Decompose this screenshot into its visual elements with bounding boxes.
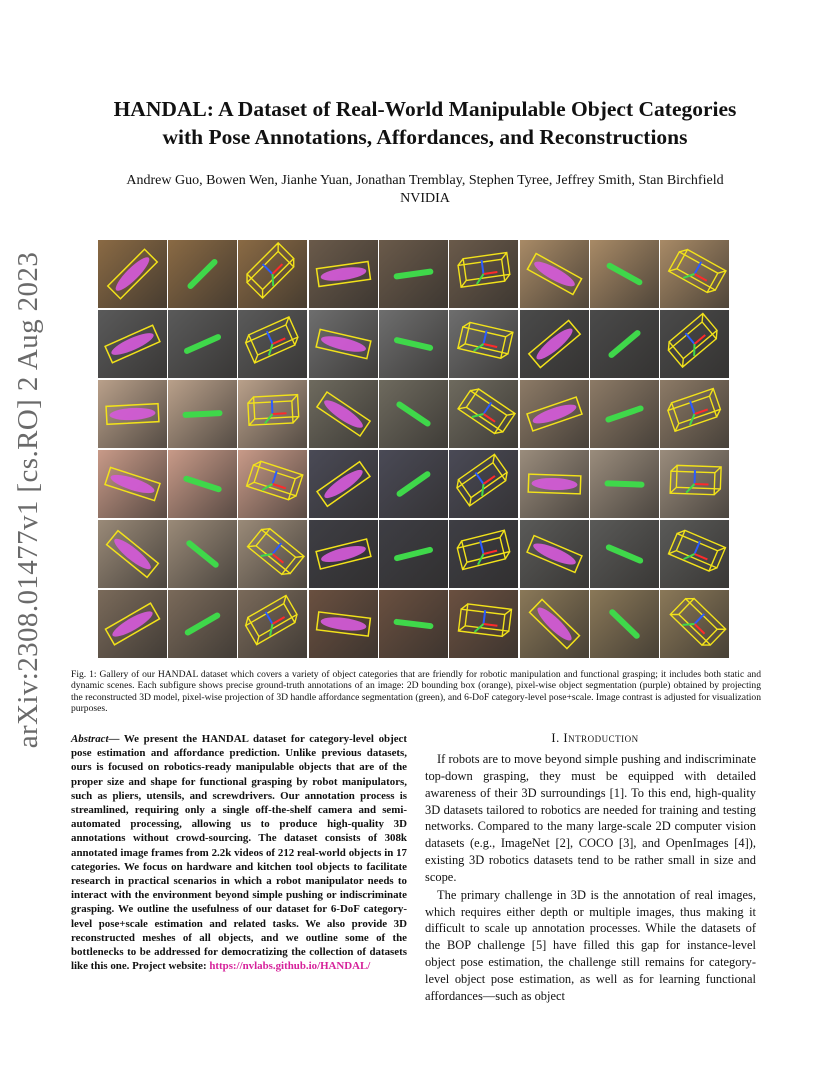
annotation-overlay xyxy=(309,380,378,448)
annotation-overlay xyxy=(520,450,589,518)
annotation-overlay xyxy=(449,240,518,308)
annotation-overlay xyxy=(520,240,589,308)
gallery-tile xyxy=(98,380,167,448)
annotation-overlay xyxy=(660,380,729,448)
annotation-overlay xyxy=(238,450,307,518)
segmentation-mask xyxy=(531,477,577,491)
gallery-tile xyxy=(238,520,307,588)
annotation-overlay xyxy=(590,380,659,448)
gallery-tile xyxy=(238,240,307,308)
annotation-overlay xyxy=(520,380,589,448)
affordance-mask xyxy=(395,470,431,498)
pose-axis xyxy=(695,335,706,344)
pose-box-3d xyxy=(243,595,300,644)
gallery-tile xyxy=(98,590,167,658)
pose-axis xyxy=(273,554,284,563)
affiliation: NVIDIA xyxy=(400,191,450,206)
segmentation-mask xyxy=(320,615,367,633)
pose-axis xyxy=(484,344,498,347)
annotation-overlay xyxy=(590,520,659,588)
section-heading: I. Introduction xyxy=(551,731,639,745)
pose-box-3d xyxy=(248,525,304,578)
gallery-tile xyxy=(660,380,729,448)
gallery-tile xyxy=(309,450,378,518)
affordance-mask xyxy=(393,337,433,352)
annotation-overlay xyxy=(168,520,237,588)
gallery-tile xyxy=(590,380,659,448)
annotation-overlay xyxy=(309,310,378,378)
gallery-tile xyxy=(449,310,518,378)
annotation-overlay xyxy=(449,310,518,378)
annotation-overlay xyxy=(660,450,729,518)
annotation-overlay xyxy=(309,520,378,588)
abstract-lead: Abstract xyxy=(71,733,109,745)
gallery-tile xyxy=(590,590,659,658)
gallery-tile xyxy=(449,380,518,448)
affordance-mask xyxy=(183,333,222,355)
gallery-tile xyxy=(449,590,518,658)
gallery-tile xyxy=(660,590,729,658)
annotation-overlay xyxy=(449,450,518,518)
pose-axis xyxy=(273,264,283,274)
gallery-tile xyxy=(379,520,448,588)
gallery-tile xyxy=(520,590,589,658)
affordance-mask xyxy=(185,539,220,569)
gallery-tile xyxy=(379,590,448,658)
annotation-overlay xyxy=(168,380,237,448)
affordance-mask xyxy=(395,400,432,427)
gallery-tile xyxy=(660,240,729,308)
segmentation-mask xyxy=(112,253,153,294)
segmentation-mask xyxy=(320,333,368,355)
annotation-overlay xyxy=(379,590,448,658)
pose-box-3d xyxy=(247,459,303,501)
annotation-overlay xyxy=(168,240,237,308)
annotation-overlay xyxy=(590,590,659,658)
paper-title xyxy=(60,95,790,151)
annotation-overlay xyxy=(379,310,448,378)
annotation-overlay xyxy=(379,520,448,588)
pose-box-3d xyxy=(670,465,721,495)
annotation-overlay xyxy=(520,590,589,658)
gallery-tile xyxy=(520,310,589,378)
gallery-tile xyxy=(590,520,659,588)
gallery-tile xyxy=(168,590,237,658)
gallery-tile xyxy=(168,450,237,518)
segmentation-mask xyxy=(534,604,575,645)
annotation-overlay xyxy=(98,590,167,658)
annotation-overlay xyxy=(98,310,167,378)
annotation-overlay xyxy=(168,450,237,518)
affordance-mask xyxy=(182,410,222,418)
pose-axis xyxy=(695,624,705,634)
affordance-mask xyxy=(606,262,644,287)
affordance-mask xyxy=(605,405,645,424)
affordance-mask xyxy=(608,608,641,640)
gallery-tile xyxy=(660,450,729,518)
pose-axis xyxy=(484,551,498,554)
intro-paragraph-2: The primary challenge in 3D is the annotation of real images, which requires either depth or multiple images, thus making it difficult to scale up annotation processes. While the datasets of the BOP challenge [5] have filled this gap for instance-level object pose estimation, the challenge still remains for category-level object pose estimation, as well as for learning functional affordances—such as object xyxy=(425,887,756,1003)
affordance-mask xyxy=(186,258,219,291)
annotation-overlay xyxy=(379,240,448,308)
gallery-tile xyxy=(238,380,307,448)
intro-paragraph-1: If robots are to move beyond simple pushing and indiscriminate top-down grasping, they must be equipped with detailed awareness of their 3D surroundings [1]. To this end, high-quality 3D datasets tailored to robotics are needed for training and testing networks. Compared to the many large-scale 2D computer vision datasets (e.g., ImageNet [2], COCO [3], and OpenImages [4]), existing 3D robotics datasets tend to be rather small in size and scope. xyxy=(425,752,756,884)
annotation-overlay xyxy=(238,310,307,378)
gallery-tile xyxy=(168,520,237,588)
annotation-overlay xyxy=(660,310,729,378)
pose-axis xyxy=(475,473,483,484)
arxiv-side-label: arXiv:2308.01477v1 [cs.RO] 2 Aug 2023 xyxy=(12,251,44,749)
annotation-overlay xyxy=(168,590,237,658)
annotation-overlay xyxy=(449,380,518,448)
gallery-tile xyxy=(520,380,589,448)
pose-box-3d xyxy=(456,530,511,569)
segmentation-mask xyxy=(320,543,368,566)
pose-box-3d xyxy=(458,386,515,437)
affordance-mask xyxy=(393,546,433,561)
gallery-tile xyxy=(449,450,518,518)
title-line-1: HANDAL: A Dataset of Real-World Manipulable Object Categories xyxy=(113,97,737,121)
segmentation-mask xyxy=(531,258,577,291)
gallery-tile xyxy=(309,310,378,378)
annotation-overlay xyxy=(590,310,659,378)
pose-box-3d xyxy=(457,253,510,288)
annotation-overlay xyxy=(98,450,167,518)
annotation-overlay xyxy=(98,240,167,308)
annotation-overlay xyxy=(520,310,589,378)
annotation-overlay xyxy=(238,380,307,448)
gallery-tile xyxy=(238,590,307,658)
gallery-tile xyxy=(590,310,659,378)
affordance-mask xyxy=(183,475,223,493)
gallery-tile xyxy=(379,240,448,308)
gallery-tile xyxy=(238,310,307,378)
gallery-tile xyxy=(168,380,237,448)
pose-axis xyxy=(695,541,700,554)
annotation-overlay xyxy=(660,590,729,658)
pose-axis xyxy=(484,272,498,274)
pose-axis xyxy=(272,400,273,414)
segmentation-mask xyxy=(110,607,156,640)
annotation-overlay xyxy=(309,240,378,308)
annotation-overlay xyxy=(309,590,378,658)
annotation-overlay xyxy=(309,450,378,518)
gallery-tile xyxy=(309,520,378,588)
project-website-link[interactable]: https://nvlabs.github.io/HANDAL/ xyxy=(209,960,371,973)
gallery-tile xyxy=(590,450,659,518)
annotation-overlay xyxy=(98,520,167,588)
annotation-overlay xyxy=(379,450,448,518)
gallery-tile xyxy=(520,520,589,588)
pose-axis xyxy=(267,331,273,344)
pose-axis xyxy=(263,264,273,274)
gallery-tile xyxy=(98,450,167,518)
annotation-overlay xyxy=(98,380,167,448)
pose-axis xyxy=(695,262,702,274)
gallery-tile xyxy=(168,310,237,378)
annotation-overlay xyxy=(660,520,729,588)
gallery-tile xyxy=(98,240,167,308)
annotation-overlay xyxy=(449,590,518,658)
annotation-overlay xyxy=(449,520,518,588)
author-list: Andrew Guo, Bowen Wen, Jianhe Yuan, Jonathan Tremblay, Stephen Tyree, Jeffrey Smith, Stan Birchfield xyxy=(126,173,724,188)
gallery-tile xyxy=(238,450,307,518)
pose-axis xyxy=(484,402,492,414)
gallery-tile xyxy=(660,520,729,588)
gallery-tile xyxy=(168,240,237,308)
abstract xyxy=(71,732,407,973)
annotation-overlay xyxy=(238,520,307,588)
annotation-overlay xyxy=(379,380,448,448)
annotation-overlay xyxy=(660,240,729,308)
affordance-mask xyxy=(184,611,222,636)
annotation-overlay xyxy=(590,240,659,308)
gallery-tile xyxy=(520,450,589,518)
gallery-tile xyxy=(449,240,518,308)
gallery-tile xyxy=(590,240,659,308)
gallery-tile xyxy=(379,450,448,518)
pose-box-3d xyxy=(458,603,511,637)
annotation-overlay xyxy=(238,590,307,658)
figure-gallery xyxy=(98,240,732,660)
affordance-mask xyxy=(393,619,433,630)
annotation-overlay xyxy=(520,520,589,588)
pose-axis xyxy=(484,624,498,626)
affordance-mask xyxy=(604,480,644,487)
affordance-mask xyxy=(607,329,641,359)
gallery-tile xyxy=(449,520,518,588)
gallery-tile xyxy=(98,520,167,588)
title-line-2: with Pose Annotations, Affordances, and Reconstructions xyxy=(162,125,688,149)
gallery-tile xyxy=(660,310,729,378)
gallery-tile xyxy=(309,240,378,308)
pose-axis xyxy=(273,484,286,488)
affordance-mask xyxy=(393,268,433,280)
segmentation-mask xyxy=(109,407,156,421)
gallery-tile xyxy=(98,310,167,378)
abstract-body: — We present the HANDAL dataset for category-level object pose estimation and affordance prediction. Unlike previous datasets, ours is focused on robotics-ready manipulable objects that are of the proper size and shape for functional grasping by robot manipulators, such as pliers, utensils, and screwdrivers. Our annotation process is streamlined, requiring only a single off-the-shelf camera and semi-automated processing, allowing us to produce high-quality 3D annotations without crowd-sourcing. The dataset consists of 308k annotated image frames from 2.2k videos of 212 real-world objects in 17 categories. We focus on hardware and kitchen tool objects to facilitate research in practical scenarios in which a robot manipulator needs to interact with the environment beyond simple pushing or indiscriminate grasping. We outline the usefulness of our dataset for 6-DoF category-level pose+scale estimation and related tasks. We also provide 3D reconstructed meshes of all objects, and we outline some of the bottlenecks to be addressed for democratizing the collection of datasets like this one. Project website: xyxy=(71,733,407,973)
pose-axis xyxy=(695,409,708,414)
gallery-tile xyxy=(520,240,589,308)
annotation-overlay xyxy=(238,240,307,308)
pose-axis xyxy=(695,614,705,624)
annotation-overlay xyxy=(168,310,237,378)
figure-caption: Fig. 1: Gallery of our HANDAL dataset which covers a variety of object categories that are friendly for robotic manipulation and functional grasping; it includes both static and dynamic scenes. Each subfigure shows precise ground-truth annotations of an image: 2D bounding box (orange), pixel-wise object segmentation (purple) obtained by projecting the reconstructed 3D model, pixel-wise projection of 3D handle affordance segmentation (green), and 6-DoF category-level pose+scale. Image contrast is adjusted for visualization purposes. xyxy=(71,669,761,714)
introduction-text xyxy=(425,751,756,1005)
gallery-tile xyxy=(379,380,448,448)
pose-axis xyxy=(273,413,287,414)
pose-axis xyxy=(273,543,282,554)
gallery-tile xyxy=(309,380,378,448)
pose-axis xyxy=(686,333,695,344)
pose-axis xyxy=(266,612,273,624)
pose-box-3d xyxy=(248,395,299,426)
affordance-mask xyxy=(605,543,644,564)
annotation-overlay xyxy=(590,450,659,518)
gallery-tile xyxy=(309,590,378,658)
gallery-tile xyxy=(379,310,448,378)
